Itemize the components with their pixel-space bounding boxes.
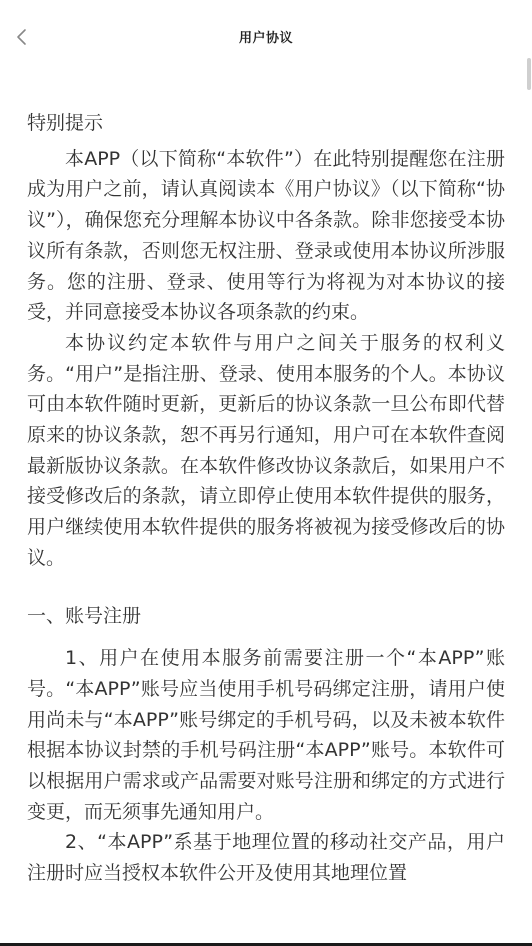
agreement-paragraph: 2、“本APP”系基于地理位置的移动社交产品，用户注册时应当授权本软件公开及使用其地理位置 (27, 831, 505, 885)
page-title: 用户协议 (238, 31, 293, 46)
section-heading-account-registration: 一、账号注册 (27, 604, 142, 627)
agreement-paragraph: 本APP（以下简称“本软件”）在此特别提醒您在注册成为用户之前，请认真阅读本《用户协议》（以下简称“协议”），确保您充分理解本协议中各条款。除非您接受本协议所有条款，否则您无权注册、登录或使用本协议所涉服务。您的注册、登录、使用等行为将视为对本协议的接受，并同意接受本协议各项条款的约束。 (27, 147, 505, 324)
nav-bar (0, 0, 532, 72)
agreement-content (27, 108, 505, 889)
scrollbar-thumb[interactable] (527, 58, 531, 90)
agreement-paragraph: 本协议约定本软件与用户之间关于服务的权利义务。“用户”是指注册、登录、使用本服务的个人。本协议可由本软件随时更新，更新后的协议条款一旦公布即代替原来的协议条款，恕不再另行通知，用户可在本软件查阅最新版协议条款。在本软件修改协议条款后，如果用户不接受修改后的条款，请立即停止使用本软件提供的服务，用户继续使用本软件提供的服务将被视为接受修改后的协议。 (27, 331, 505, 569)
section-heading-special-notice: 特别提示 (27, 112, 104, 134)
agreement-paragraph: 1、用户在使用本服务前需要注册一个“本APP”账号。“本APP”账号应当使用手机号码绑定注册，请用户使用尚未与“本APP”账号绑定的手机号码，以及未被本软件根据本协议封禁的手机号码注册“本APP”账号。本软件可以根据用户需求或产品需要对账号注册和绑定的方式进行变更，而无须事先通知用户。 (27, 647, 505, 823)
